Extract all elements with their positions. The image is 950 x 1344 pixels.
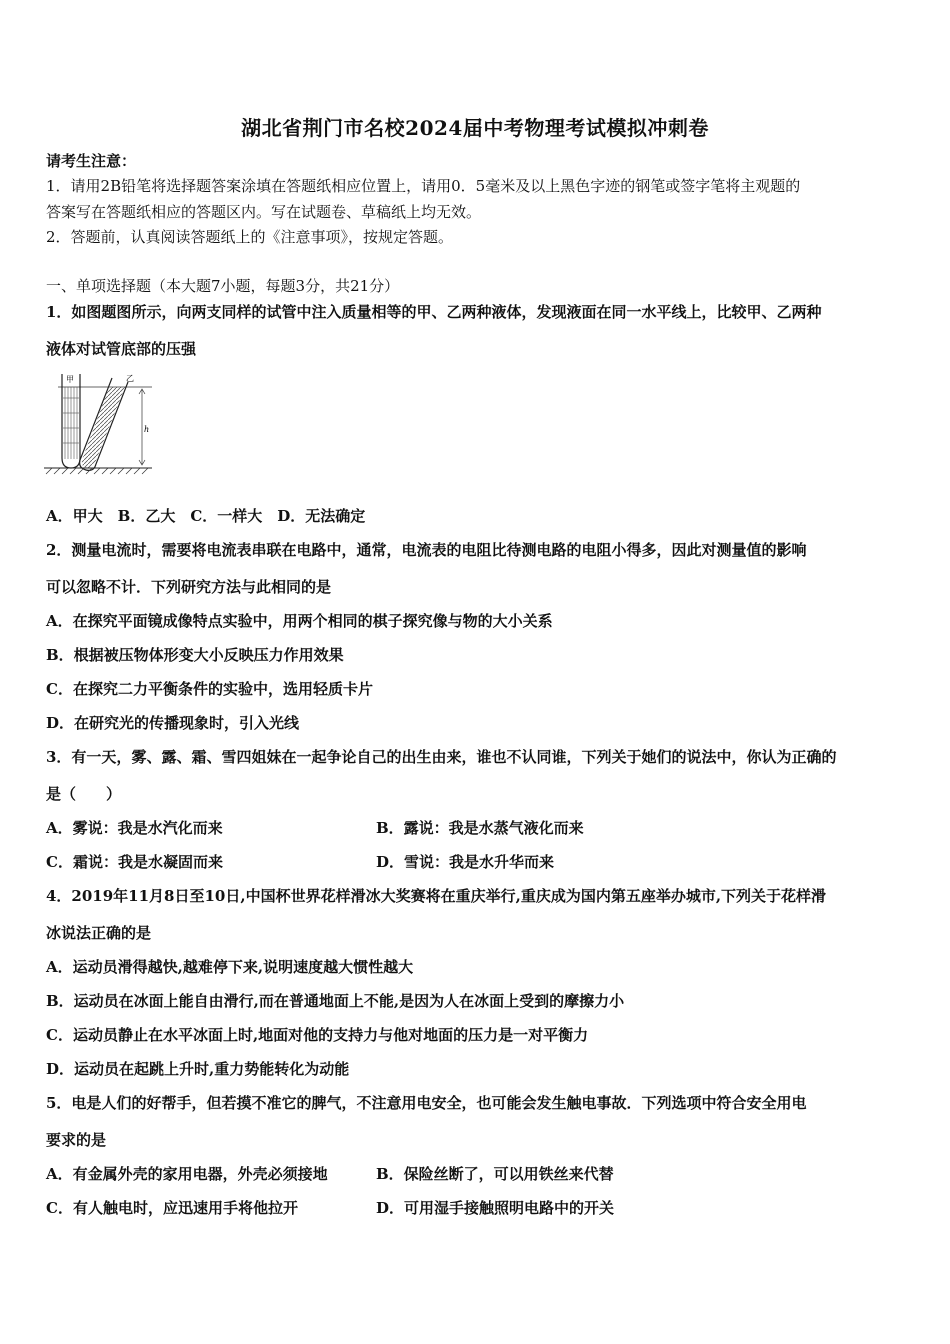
notice-item-1-cont: 答案写在答题纸相应的答题区内。写在试题卷、草稿纸上均无效。 [46, 203, 482, 221]
q5-option-a: A．有金属外壳的家用电器，外壳必须接地 [46, 1165, 328, 1183]
page-title: 湖北省荆门市名校2024届中考物理考试模拟冲刺卷 [241, 116, 709, 140]
notice-heading: 请考生注意： [46, 152, 137, 170]
q5-option-d: D．可用湿手接触照明电路中的开关 [376, 1199, 615, 1217]
section-heading: 一、单项选择题（本大题7小题，每题3分，共21分） [46, 277, 400, 295]
notice-item-2: 2．答题前，认真阅读答题纸上的《注意事项》，按规定答题。 [46, 228, 454, 246]
notice-item-1: 1．请用2B铅笔将选择题答案涂填在答题纸相应位置上，请用0．5毫米及以上黑色字迹的钢笔或签字笔将主观题的 [46, 177, 801, 195]
test-tube-diagram [40, 368, 156, 480]
q3-option-c: C．霜说：我是水凝固而来 [46, 853, 223, 871]
q1-stem-cont: 液体对试管底部的压强 [46, 340, 197, 358]
q5-option-b: B．保险丝断了，可以用铁丝来代替 [376, 1165, 614, 1183]
fig-label-h: h [144, 425, 150, 434]
q4-option-c: C．运动员静止在水平冰面上时,地面对他的支持力与他对地面的压力是一对平衡力 [46, 1026, 589, 1044]
test-tube-figure [40, 368, 156, 480]
q4-option-d: D．运动员在起跳上升时,重力势能转化为动能 [46, 1060, 350, 1078]
q4-option-a: A．运动员滑得越快,越难停下来,说明速度越大惯性越大 [46, 958, 414, 976]
q3-stem: 3．有一天，雾、露、霜、雪四姐妹在一起争论自己的出生由来，谁也不认同谁，下列关于她们的说法中，你认为正确的 [46, 748, 837, 766]
fig-label-jia: 甲 [66, 375, 74, 384]
q2-stem-cont: 可以忽略不计．下列研究方法与此相同的是 [46, 578, 332, 596]
q1-stem: 1．如图题图所示，向两支同样的试管中注入质量相等的甲、乙两种液体，发现液面在同一水平线上，比较甲、乙两种 [46, 303, 822, 321]
q4-option-b: B．运动员在冰面上能自由滑行,而在普通地面上不能,是因为人在冰面上受到的摩擦力小 [46, 992, 625, 1010]
q5-option-c: C．有人触电时，应迅速用手将他拉开 [46, 1199, 298, 1217]
q5-stem-cont: 要求的是 [46, 1131, 107, 1149]
q2-option-d: D．在研究光的传播现象时，引入光线 [46, 714, 300, 732]
q1-options: A．甲大 B．乙大 C．一样大 D．无法确定 [46, 507, 366, 525]
q5-stem: 5．电是人们的好帮手，但若摸不准它的脾气，不注意用电安全，也可能会发生触电事故．下列选项中符合安全用电 [46, 1094, 807, 1112]
q3-option-d: D．雪说：我是水升华而来 [376, 853, 555, 871]
q2-option-a: A．在探究平面镜成像特点实验中，用两个相同的棋子探究像与物的大小关系 [46, 612, 553, 630]
q4-stem: 4．2019年11月8日至10日,中国杯世界花样滑冰大奖赛将在重庆举行,重庆成为国内第五座举办城市,下列关于花样滑 [46, 887, 827, 905]
q2-option-c: C．在探究二力平衡条件的实验中，选用轻质卡片 [46, 680, 373, 698]
fig-label-yi: 乙 [126, 374, 134, 383]
q2-option-b: B．根据被压物体形变大小反映压力作用效果 [46, 646, 344, 664]
q3-option-a: A．雾说：我是水汽化而来 [46, 819, 223, 837]
q3-stem-cont: 是（ ） [46, 785, 122, 803]
q2-stem: 2．测量电流时，需要将电流表串联在电路中，通常，电流表的电阻比待测电路的电阻小得多，因此对测量值的影响 [46, 541, 807, 559]
q3-option-b: B．露说：我是水蒸气液化而来 [376, 819, 584, 837]
q4-stem-cont: 冰说法正确的是 [46, 924, 152, 942]
